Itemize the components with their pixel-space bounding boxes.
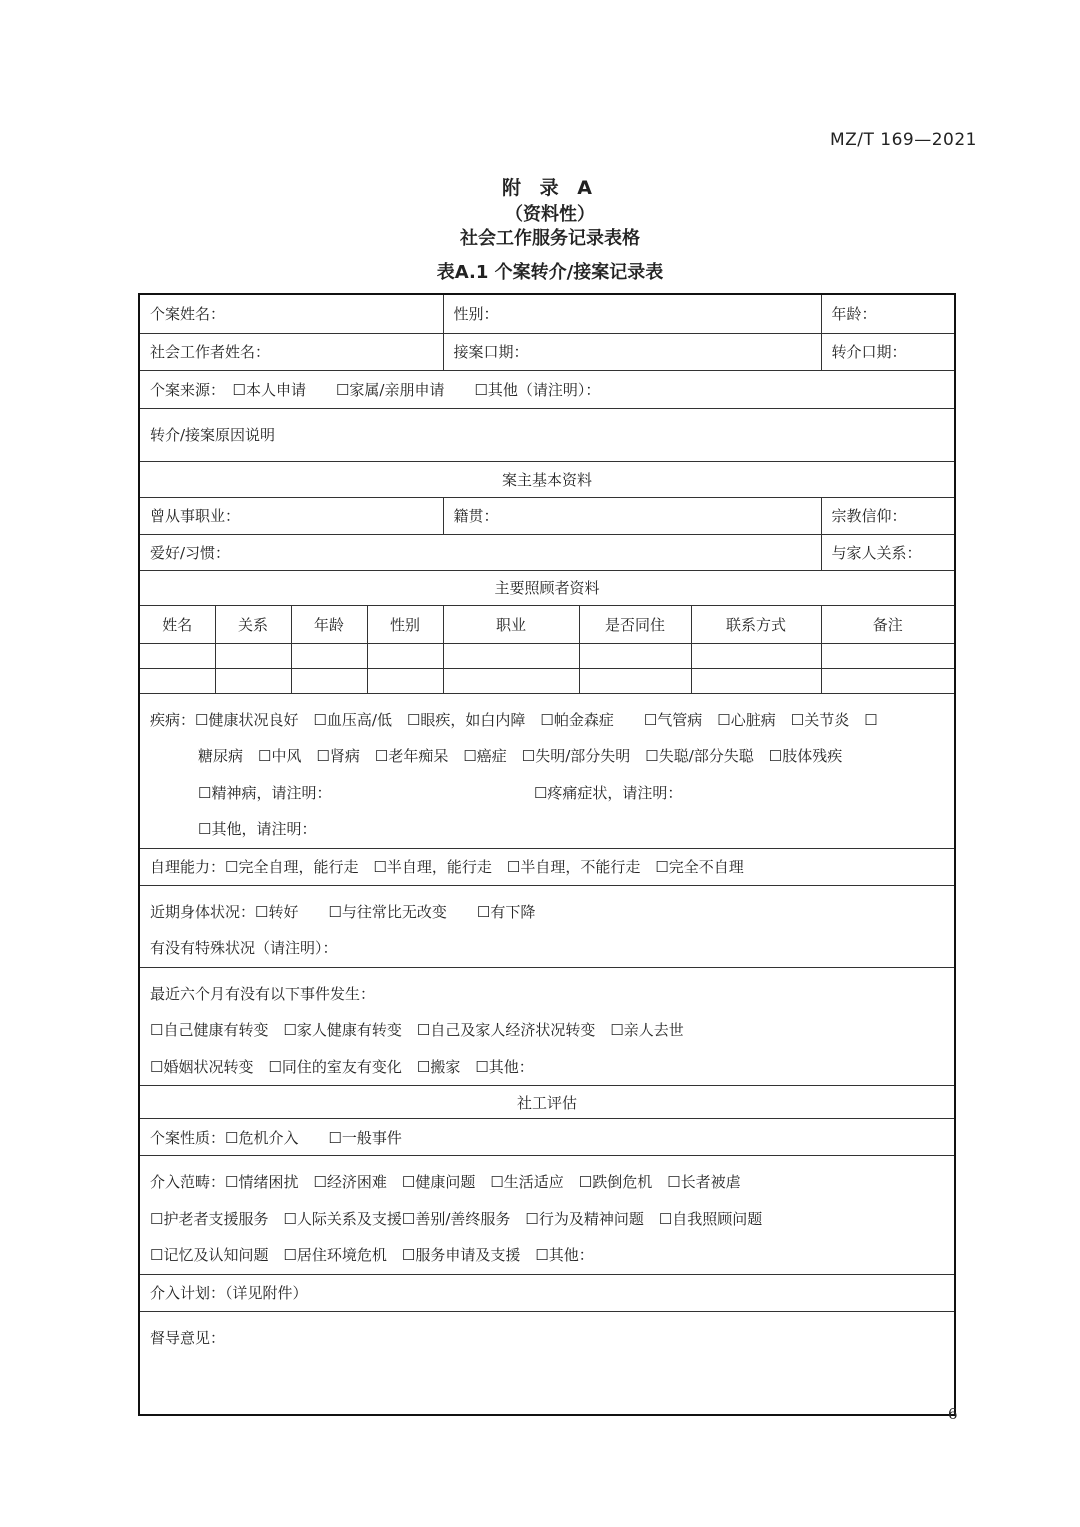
caregiver-row: [139, 668, 955, 693]
cell[interactable]: [821, 668, 955, 693]
basic-info-header: 案主基本资料: [139, 461, 955, 497]
disease-line-3: ☐精神病，请注明： ☐疼痛症状，请注明：: [198, 783, 683, 802]
hobbies-field[interactable]: 爱好/习惯：: [139, 534, 821, 570]
supervision-label: 督导意见：: [150, 1328, 226, 1347]
intervention-line-1: 介入范畴：☐情绪困扰 ☐经济困难 ☐健康问题 ☐生活适应 ☐跌倒危机 ☐长者被虐: [150, 1173, 741, 1191]
cell[interactable]: [821, 643, 955, 668]
disease-line-1: 疾病：☐健康状况良好 ☐血压高/低 ☐眼疾，如白内障 ☐帕金森症 ☐气管病 ☐心脏病 ☐关节炎 ☐: [150, 710, 878, 729]
cell[interactable]: [367, 643, 443, 668]
gender-field[interactable]: 性别：: [443, 294, 821, 333]
events-section[interactable]: [139, 967, 955, 1086]
recent-health-section[interactable]: [139, 885, 955, 967]
col-remarks: 备注: [821, 605, 955, 643]
events-line-3: ☐婚姻状况转变 ☐同住的室友有变化 ☐搬家 ☐其他：: [150, 1057, 534, 1076]
cell[interactable]: [291, 643, 367, 668]
events-line-2: ☐自己健康有转变 ☐家人健康有转变 ☐自己及家人经济状况转变 ☐亲人去世: [150, 1021, 684, 1039]
cell[interactable]: [291, 668, 367, 693]
appendix-heading: 附 录 A: [502, 177, 598, 199]
self-care-field[interactable]: 自理能力：☐完全自理，能行走 ☐半自理，能行走 ☐半自理，不能行走 ☐完全不自理: [139, 848, 955, 885]
disease-section[interactable]: [139, 693, 955, 848]
cell[interactable]: [443, 643, 579, 668]
case-name-field[interactable]: 个案姓名：: [139, 294, 443, 333]
cell[interactable]: [139, 643, 215, 668]
cell[interactable]: [579, 668, 691, 693]
assessment-header: 社工评估: [139, 1086, 955, 1119]
family-relation-field[interactable]: 与家人关系：: [821, 534, 955, 570]
cell[interactable]: [579, 643, 691, 668]
col-contact: 联系方式: [691, 605, 821, 643]
case-record-form: [138, 293, 956, 1416]
cell[interactable]: [139, 668, 215, 693]
intervention-section[interactable]: [139, 1156, 955, 1275]
cell[interactable]: [691, 643, 821, 668]
age-field[interactable]: 年龄：: [821, 294, 955, 333]
intake-date-field[interactable]: 接案口期：: [443, 333, 821, 370]
cell[interactable]: [691, 668, 821, 693]
page-number: 6: [948, 1405, 958, 1423]
referral-date-field[interactable]: 转介口期：: [821, 333, 955, 370]
religion-field[interactable]: 宗教信仰：: [821, 497, 955, 534]
recent-health-line-1: 近期身体状况：☐转好 ☐与往常比无改变 ☐有下降: [150, 902, 536, 921]
disease-line-4: ☐其他，请注明：: [198, 820, 317, 838]
col-occupation: 职业: [443, 605, 579, 643]
caregiver-header: 主要照顾者资料: [139, 570, 955, 605]
intervention-line-3: ☐记忆及认知问题 ☐居住环境危机 ☐服务申请及支援 ☐其他：: [150, 1246, 594, 1264]
table-title: 表A.1 个案转介/接案记录表: [436, 262, 664, 283]
disease-line-2: 糖尿病 ☐中风 ☐肾病 ☐老年痴呆 ☐癌症 ☐失明/部分失明 ☐失聪/部分失聪 ☐肢体残疾: [198, 747, 843, 765]
recent-health-line-2: 有没有特殊状况（请注明）：: [150, 939, 338, 957]
col-gender: 性别: [367, 605, 443, 643]
caregiver-row: [139, 643, 955, 668]
supervision-field[interactable]: [139, 1311, 955, 1415]
col-relation: 关系: [215, 605, 291, 643]
case-nature-field[interactable]: 个案性质：☐危机介入 ☐一般事件: [139, 1119, 955, 1156]
cell[interactable]: [443, 668, 579, 693]
appendix-nature: （资料性）: [505, 204, 595, 225]
occupation-field[interactable]: 曾从事职业：: [139, 497, 443, 534]
col-live-together: 是否同住: [579, 605, 691, 643]
events-line-1: 最近六个月有没有以下事件发生：: [150, 984, 376, 1003]
worker-name-field[interactable]: 社会工作者姓名：: [139, 333, 443, 370]
plan-field[interactable]: 介入计划：（详见附件）: [139, 1274, 955, 1311]
col-name: 姓名: [139, 605, 215, 643]
case-source-field[interactable]: 个案来源： ☐本人申请 ☐家属/亲朋申请 ☐其他（请注明）：: [139, 370, 955, 408]
native-place-field[interactable]: 籍贯：: [443, 497, 821, 534]
appendix-title: 社会工作服务记录表格: [460, 228, 640, 249]
cell[interactable]: [215, 668, 291, 693]
col-age: 年龄: [291, 605, 367, 643]
standard-number: MZ/T 169—2021: [829, 130, 977, 150]
reason-field[interactable]: 转介/接案原因说明: [139, 408, 955, 461]
intervention-line-2: ☐护老者支援服务 ☐人际关系及支援☐善别/善终服务 ☐行为及精神问题 ☐自我照顾问题: [150, 1209, 763, 1228]
cell[interactable]: [367, 668, 443, 693]
cell[interactable]: [215, 643, 291, 668]
